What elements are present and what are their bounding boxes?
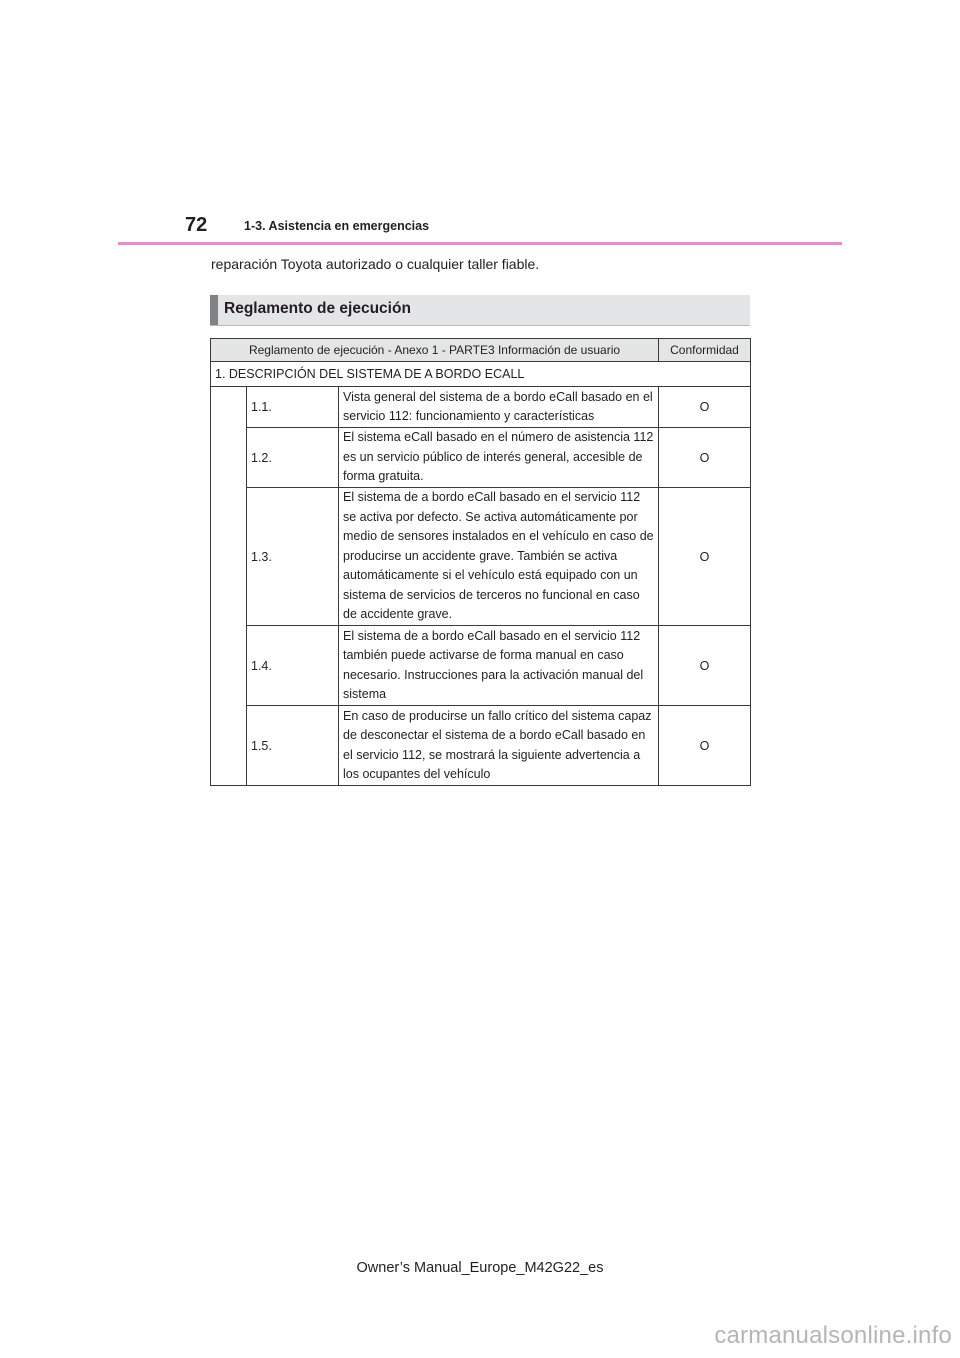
row-conformity: O — [659, 488, 751, 626]
table-row — [211, 706, 751, 786]
row-description: El sistema de a bordo eCall basado en el servicio 112 también puede activarse de forma manual en caso necesario. Instrucciones para la activación manual del sistema — [339, 626, 659, 706]
table-row — [211, 428, 751, 488]
table-header-row — [211, 339, 751, 362]
row-number: 1.5. — [247, 706, 339, 786]
page-number: 72 — [185, 214, 208, 236]
row-number: 1.1. — [247, 387, 339, 428]
box-heading-accent-bar — [210, 295, 218, 325]
box-heading — [210, 295, 750, 326]
row-conformity: O — [659, 428, 751, 488]
header-conformity: Conformidad — [659, 339, 751, 362]
table-section-row — [211, 362, 751, 387]
footer-manual-id: Owner’s Manual_Europe_M42G22_es — [356, 1260, 604, 1276]
row-number: 1.2. — [247, 428, 339, 488]
table-row — [211, 488, 751, 626]
row-number: 1.3. — [247, 488, 339, 626]
box-heading-title: Reglamento de ejecución — [224, 300, 411, 317]
row-conformity: O — [659, 387, 751, 428]
regulation-table — [210, 338, 751, 786]
header-regulation: Reglamento de ejecución - Anexo 1 - PARTE3 Información de usuario — [211, 339, 659, 362]
row-number: 1.4. — [247, 626, 339, 706]
table-row — [211, 626, 751, 706]
section-title: 1-3. Asistencia en emergencias — [244, 219, 430, 233]
row-conformity: O — [659, 626, 751, 706]
row-description: El sistema eCall basado en el número de asistencia 112 es un servicio público de interés general, accesible de forma gratuita. — [339, 428, 659, 488]
intro-paragraph: reparación Toyota autorizado o cualquier taller fiable. — [211, 256, 540, 272]
indent-cell — [211, 387, 247, 786]
row-conformity: O — [659, 706, 751, 786]
row-description: El sistema de a bordo eCall basado en el servicio 112 se activa por defecto. Se activa automáticamente por medio de sensores instalados en el vehículo en caso de producirse un accidente grave. También se activa automáticamente si el vehículo está equipado con un sistema de servicios de terceros no funcional en caso de accidente grave. — [339, 488, 659, 626]
header-divider — [118, 242, 842, 245]
row-description: Vista general del sistema de a bordo eCall basado en el servicio 112: funcionamiento y características — [339, 387, 659, 428]
section-label: 1. DESCRIPCIÓN DEL SISTEMA DE A BORDO ECALL — [211, 362, 751, 387]
row-description: En caso de producirse un fallo crítico del sistema capaz de desconectar el sistema de a bordo eCall basado en el servicio 112, se mostrará la siguiente advertencia a los ocupantes del vehículo — [339, 706, 659, 786]
watermark-logo: carmanualsonline.info — [714, 1322, 952, 1349]
table-row — [211, 387, 751, 428]
